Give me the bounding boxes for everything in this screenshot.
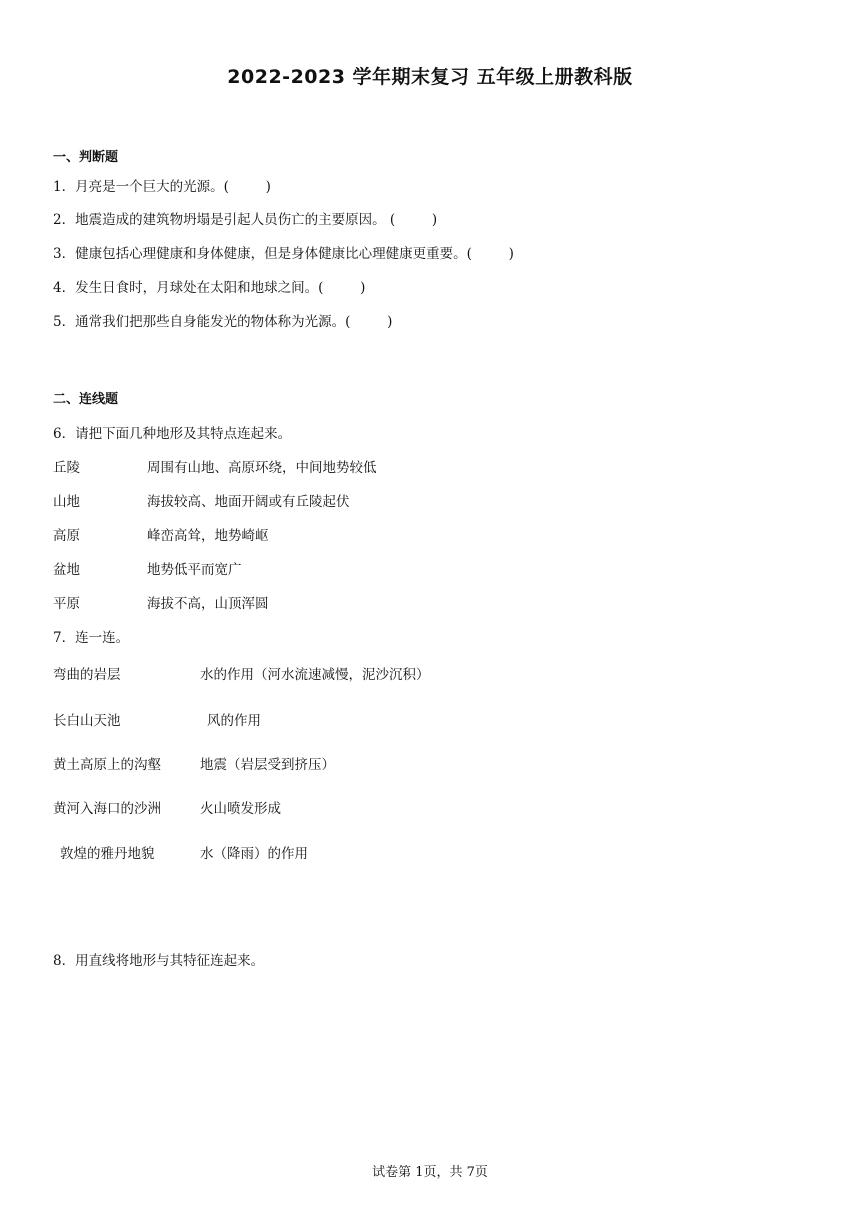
q6-right-item: 海拔不高，山顶浑圆 bbox=[147, 596, 269, 612]
q6-right-item: 周围有山地、高原环绕，中间地势较低 bbox=[147, 460, 377, 476]
q6-right-item: 海拔较高、地面开阔或有丘陵起伏 bbox=[147, 494, 350, 510]
section-heading-matching: 二、连线题 bbox=[53, 392, 119, 407]
q7-right-item: 地震（岩层受到挤压） bbox=[200, 757, 335, 773]
answer-blank: ) bbox=[265, 179, 271, 195]
question-text: 2．地震造成的建筑物坍塌是引起人员伤亡的主要原因。 ( bbox=[53, 212, 396, 228]
q7-left-item: 黄土高原上的沟壑 bbox=[53, 757, 161, 773]
q7-right-item: 水的作用（河水流速减慢，泥沙沉积） bbox=[200, 667, 430, 683]
q7-left-item: 长白山天池 bbox=[53, 713, 121, 729]
q6-left-item: 高原 bbox=[53, 528, 80, 544]
answer-blank: ) bbox=[360, 280, 366, 296]
q6-left-item: 丘陵 bbox=[53, 460, 80, 476]
answer-blank: ) bbox=[431, 212, 438, 228]
question-3 bbox=[53, 242, 514, 262]
page-footer: 试卷第 1页，共 7页 bbox=[372, 1165, 488, 1180]
q6-left-item: 山地 bbox=[53, 494, 80, 510]
q7-right-item: 风的作用 bbox=[207, 713, 261, 729]
q6-right-item: 峰峦高耸，地势崎岖 bbox=[147, 528, 269, 544]
question-text: 4．发生日食时，月球处在太阳和地球之间。( bbox=[53, 280, 324, 296]
question-text: 3．健康包括心理健康和身体健康，但是身体健康比心理健康更重要。( bbox=[53, 246, 472, 262]
question-1 bbox=[53, 175, 271, 195]
question-text: 1．月亮是一个巨大的光源。( bbox=[53, 179, 229, 195]
question-2 bbox=[53, 208, 437, 228]
question-8: 8．用直线将地形与其特征连起来。 bbox=[53, 953, 265, 969]
q7-right-item: 火山喷发形成 bbox=[200, 801, 281, 817]
question-5 bbox=[53, 310, 392, 330]
question-7: 7．连一连。 bbox=[53, 630, 130, 646]
question-4 bbox=[53, 276, 365, 296]
question-6: 6．请把下面几种地形及其特点连起来。 bbox=[53, 426, 292, 442]
q6-left-item: 盆地 bbox=[53, 562, 80, 578]
q7-right-item: 水（降雨）的作用 bbox=[200, 846, 308, 862]
q6-left-item: 平原 bbox=[53, 596, 80, 612]
q7-left-item: 敦煌的雅丹地貌 bbox=[60, 846, 155, 862]
q6-right-item: 地势低平而宽广 bbox=[147, 562, 242, 578]
q7-left-item: 弯曲的岩层 bbox=[53, 667, 121, 683]
page-title: 2022-2023 学年期末复习 五年级上册教科版 bbox=[227, 66, 633, 88]
answer-blank: ) bbox=[387, 314, 393, 330]
q7-left-item: 黄河入海口的沙洲 bbox=[53, 801, 161, 817]
question-text: 5．通常我们把那些自身能发光的物体称为光源。( bbox=[53, 314, 351, 330]
section-heading-judgement: 一、判断题 bbox=[53, 150, 119, 165]
answer-blank: ) bbox=[508, 246, 514, 262]
